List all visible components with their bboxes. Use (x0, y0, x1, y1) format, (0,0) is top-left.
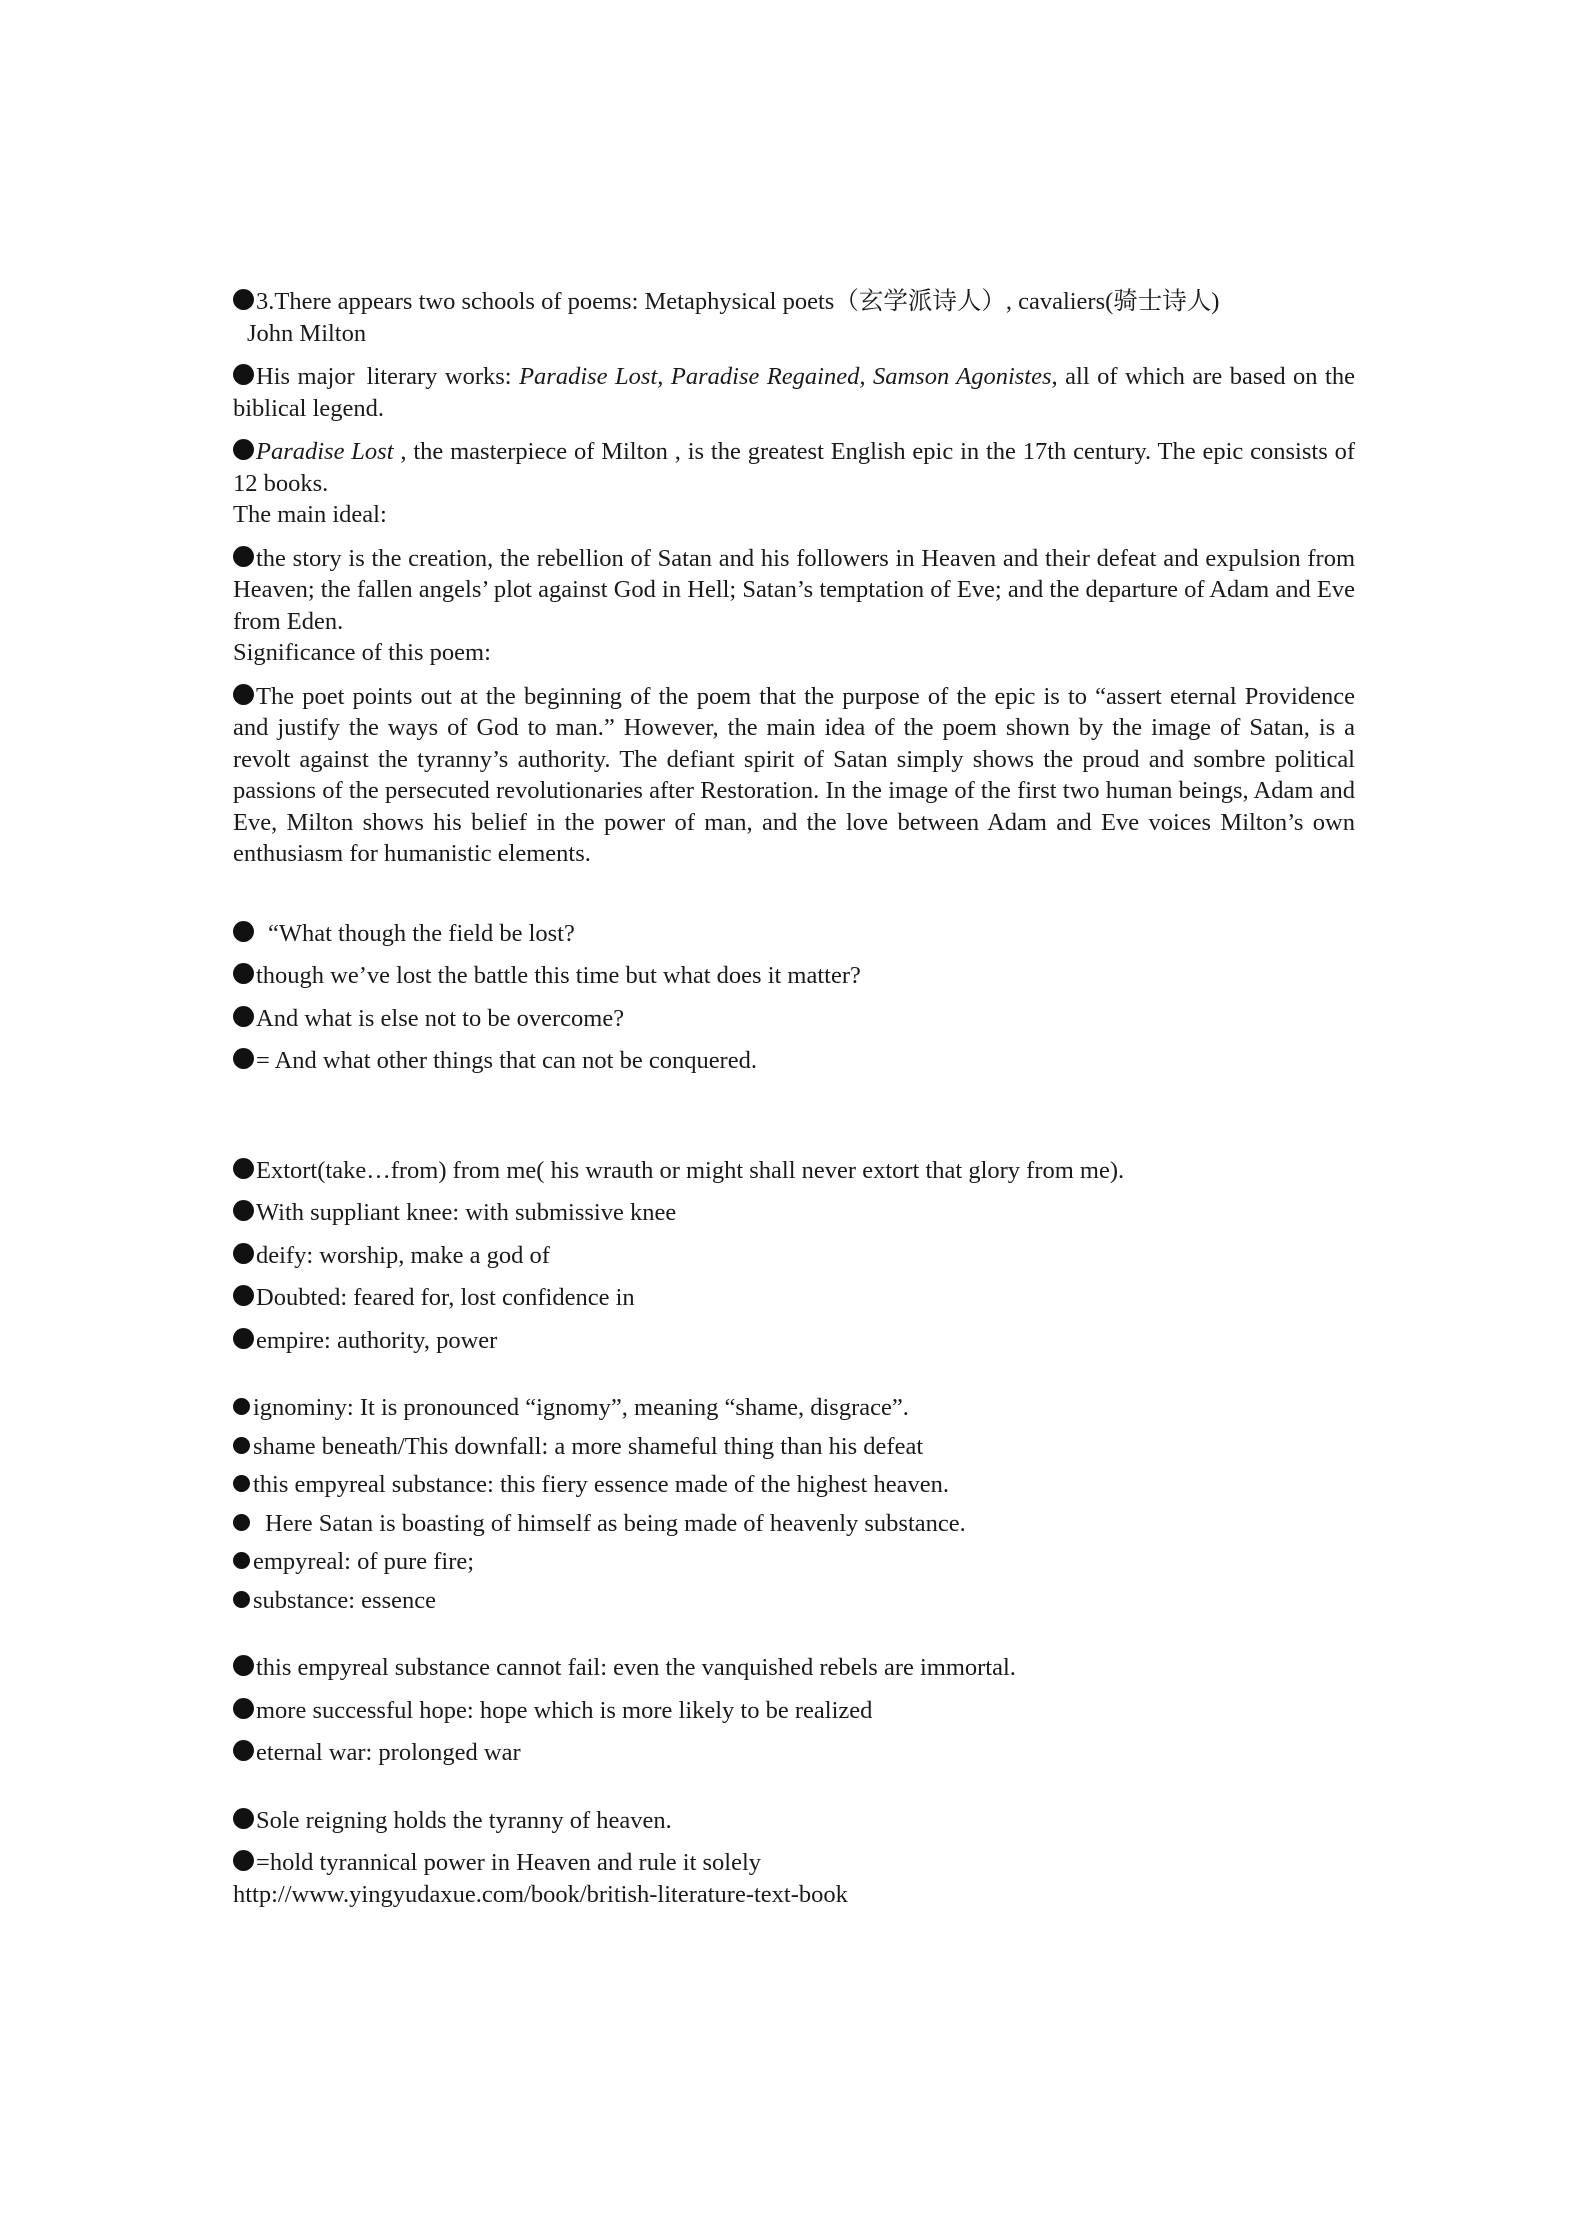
bullet-icon (233, 1285, 254, 1306)
glossary-group-3 (233, 1652, 1355, 1769)
bullet-icon (233, 1514, 250, 1531)
bullet-icon (233, 1006, 254, 1027)
list-item-text: Extort(take…from) from me( his wrauth or might shall never extort that glory from me). (256, 1156, 1125, 1184)
bullet-icon (233, 1243, 254, 1264)
list-item-text: empire: authority, power (256, 1326, 498, 1354)
major-works-post: , all of which are based on the biblical legend. (233, 363, 1355, 422)
paradise-lost-paragraph (233, 436, 1355, 499)
list-item (233, 1155, 1355, 1187)
list-item (233, 1847, 1355, 1879)
bullet-icon (233, 1850, 254, 1871)
heading-main-ideal: The main ideal: (233, 501, 387, 528)
list-item-text: = And what other things that can not be conquered. (256, 1047, 757, 1074)
significance-text: The poet points out at the beginning of the poem that the purpose of the epic is to “assert eternal Providence and justify the ways of God to man.” However, the main idea of the poem shown by the image of Satan, is a revolt against the tyranny’s authority. The defiant spirit of Satan simply shows the proud and sombre political passions of the persecuted revolutionaries after Restoration. In the image of the first two human beings, Adam and Eve, Milton shows his belief in the power of man, and the love between Adam and Eve voices Milton’s own enthusiasm for humanistic elements. (233, 682, 1355, 867)
bullet-icon (233, 439, 254, 460)
list-item-text: this empyreal substance cannot fail: even the vanquished rebels are immortal. (256, 1654, 1016, 1681)
bullet-icon (233, 1698, 254, 1719)
major-works-mid: literary works: (366, 363, 520, 390)
bullet-icon (233, 1552, 250, 1569)
bullet-icon (233, 546, 254, 567)
list-item (233, 1805, 1355, 1837)
bullet-icon (233, 1398, 250, 1415)
bullet-icon (233, 289, 254, 310)
bullet-icon (233, 1655, 254, 1676)
bullet-icon (233, 921, 254, 942)
bullet-icon (233, 1328, 254, 1349)
list-item (233, 1508, 1355, 1540)
list-item (233, 1431, 1355, 1463)
story-paragraph (233, 543, 1355, 638)
list-item (233, 1392, 1355, 1424)
list-item-text: more successful hope: hope which is more likely to be realized (256, 1696, 873, 1724)
list-item-text: =hold tyrannical power in Heaven and rule it solely (256, 1849, 762, 1876)
list-item (233, 1197, 1355, 1229)
intro-paragraph (233, 286, 1355, 349)
section-title-milton: John Milton (247, 319, 367, 347)
list-item (233, 1585, 1355, 1617)
list-item (233, 1325, 1355, 1357)
list-item (233, 1469, 1355, 1501)
bullet-icon (233, 364, 254, 385)
story-text: the story is the creation, the rebellion of Satan and his followers in Heaven and their defeat and expulsion from Heaven; the fallen angels’ plot against God in Hell; Satan’s temptation of Eve; and the departure of Adam and Eve from Eden. (233, 544, 1355, 635)
paradise-lost-text: , the masterpiece of Milton , is the greatest English epic in the 17th century. The epic consists of 12 books. (233, 438, 1355, 497)
list-item-text: deify: worship, make a god of (256, 1241, 550, 1269)
list-item-text: shame beneath/This downfall: a more shameful thing than his defeat (253, 1432, 924, 1460)
glossary-group-4 (233, 1805, 1355, 1911)
bullet-icon (233, 1740, 254, 1761)
bullet-icon (233, 1158, 254, 1179)
schools-text: 3.There appears two schools of poems: Metaphysical poets（玄学派诗人）, cavaliers(骑士诗人) (256, 288, 1220, 315)
major-works-paragraph (233, 361, 1355, 424)
heading-significance: Significance of this poem: (233, 639, 491, 666)
list-item-text: Doubted: feared for, lost confidence in (256, 1284, 635, 1311)
list-item-text: With suppliant knee: with submissive knee (256, 1199, 677, 1226)
list-item (233, 918, 1355, 950)
document-page (233, 286, 1355, 1910)
quote-group (233, 918, 1355, 1077)
list-item (233, 1240, 1355, 1272)
bullet-icon (233, 1437, 250, 1454)
significance-paragraph (233, 681, 1355, 870)
paradise-lost-title: Paradise Lost (256, 438, 394, 465)
list-item-text: substance: essence (253, 1586, 436, 1614)
bullet-icon (233, 963, 254, 984)
list-item (233, 960, 1355, 992)
list-item (233, 1695, 1355, 1727)
list-item-text: Here Satan is boasting of himself as being made of heavenly substance. (265, 1509, 966, 1537)
schools-line (233, 286, 1355, 318)
glossary-group-2 (233, 1392, 1355, 1616)
bullet-icon (233, 1200, 254, 1221)
source-url[interactable]: http://www.yingyudaxue.com/book/british-literature-text-book (233, 1880, 848, 1908)
bullet-icon (233, 1591, 250, 1608)
list-item (233, 1282, 1355, 1314)
list-item-text: ignominy: It is pronounced “ignomy”, meaning “shame, disgrace”. (253, 1394, 909, 1421)
list-item (233, 1546, 1355, 1578)
list-item-text: Sole reigning holds the tyranny of heaven. (256, 1806, 672, 1834)
glossary-group-1 (233, 1155, 1355, 1357)
list-item-text: “What though the field be lost? (268, 919, 575, 947)
list-item (233, 1003, 1355, 1035)
list-item (233, 1045, 1355, 1077)
bullet-icon (233, 1808, 254, 1829)
list-item-text: And what is else not to be overcome? (256, 1004, 625, 1032)
list-item-text: eternal war: prolonged war (256, 1739, 521, 1766)
list-item-text: though we’ve lost the battle this time but what does it matter? (256, 962, 861, 989)
major-works-titles: Paradise Lost, Paradise Regained, Samson Agonistes (519, 363, 1052, 390)
list-item-text: this empyreal substance: this fiery essence made of the highest heaven. (253, 1471, 949, 1498)
bullet-icon (233, 1048, 254, 1069)
bullet-icon (233, 1475, 250, 1492)
list-item (233, 1652, 1355, 1684)
list-item-text: empyreal: of pure fire; (253, 1548, 475, 1575)
list-item (233, 1737, 1355, 1769)
bullet-icon (233, 684, 254, 705)
major-works-pre: His major (256, 363, 355, 390)
